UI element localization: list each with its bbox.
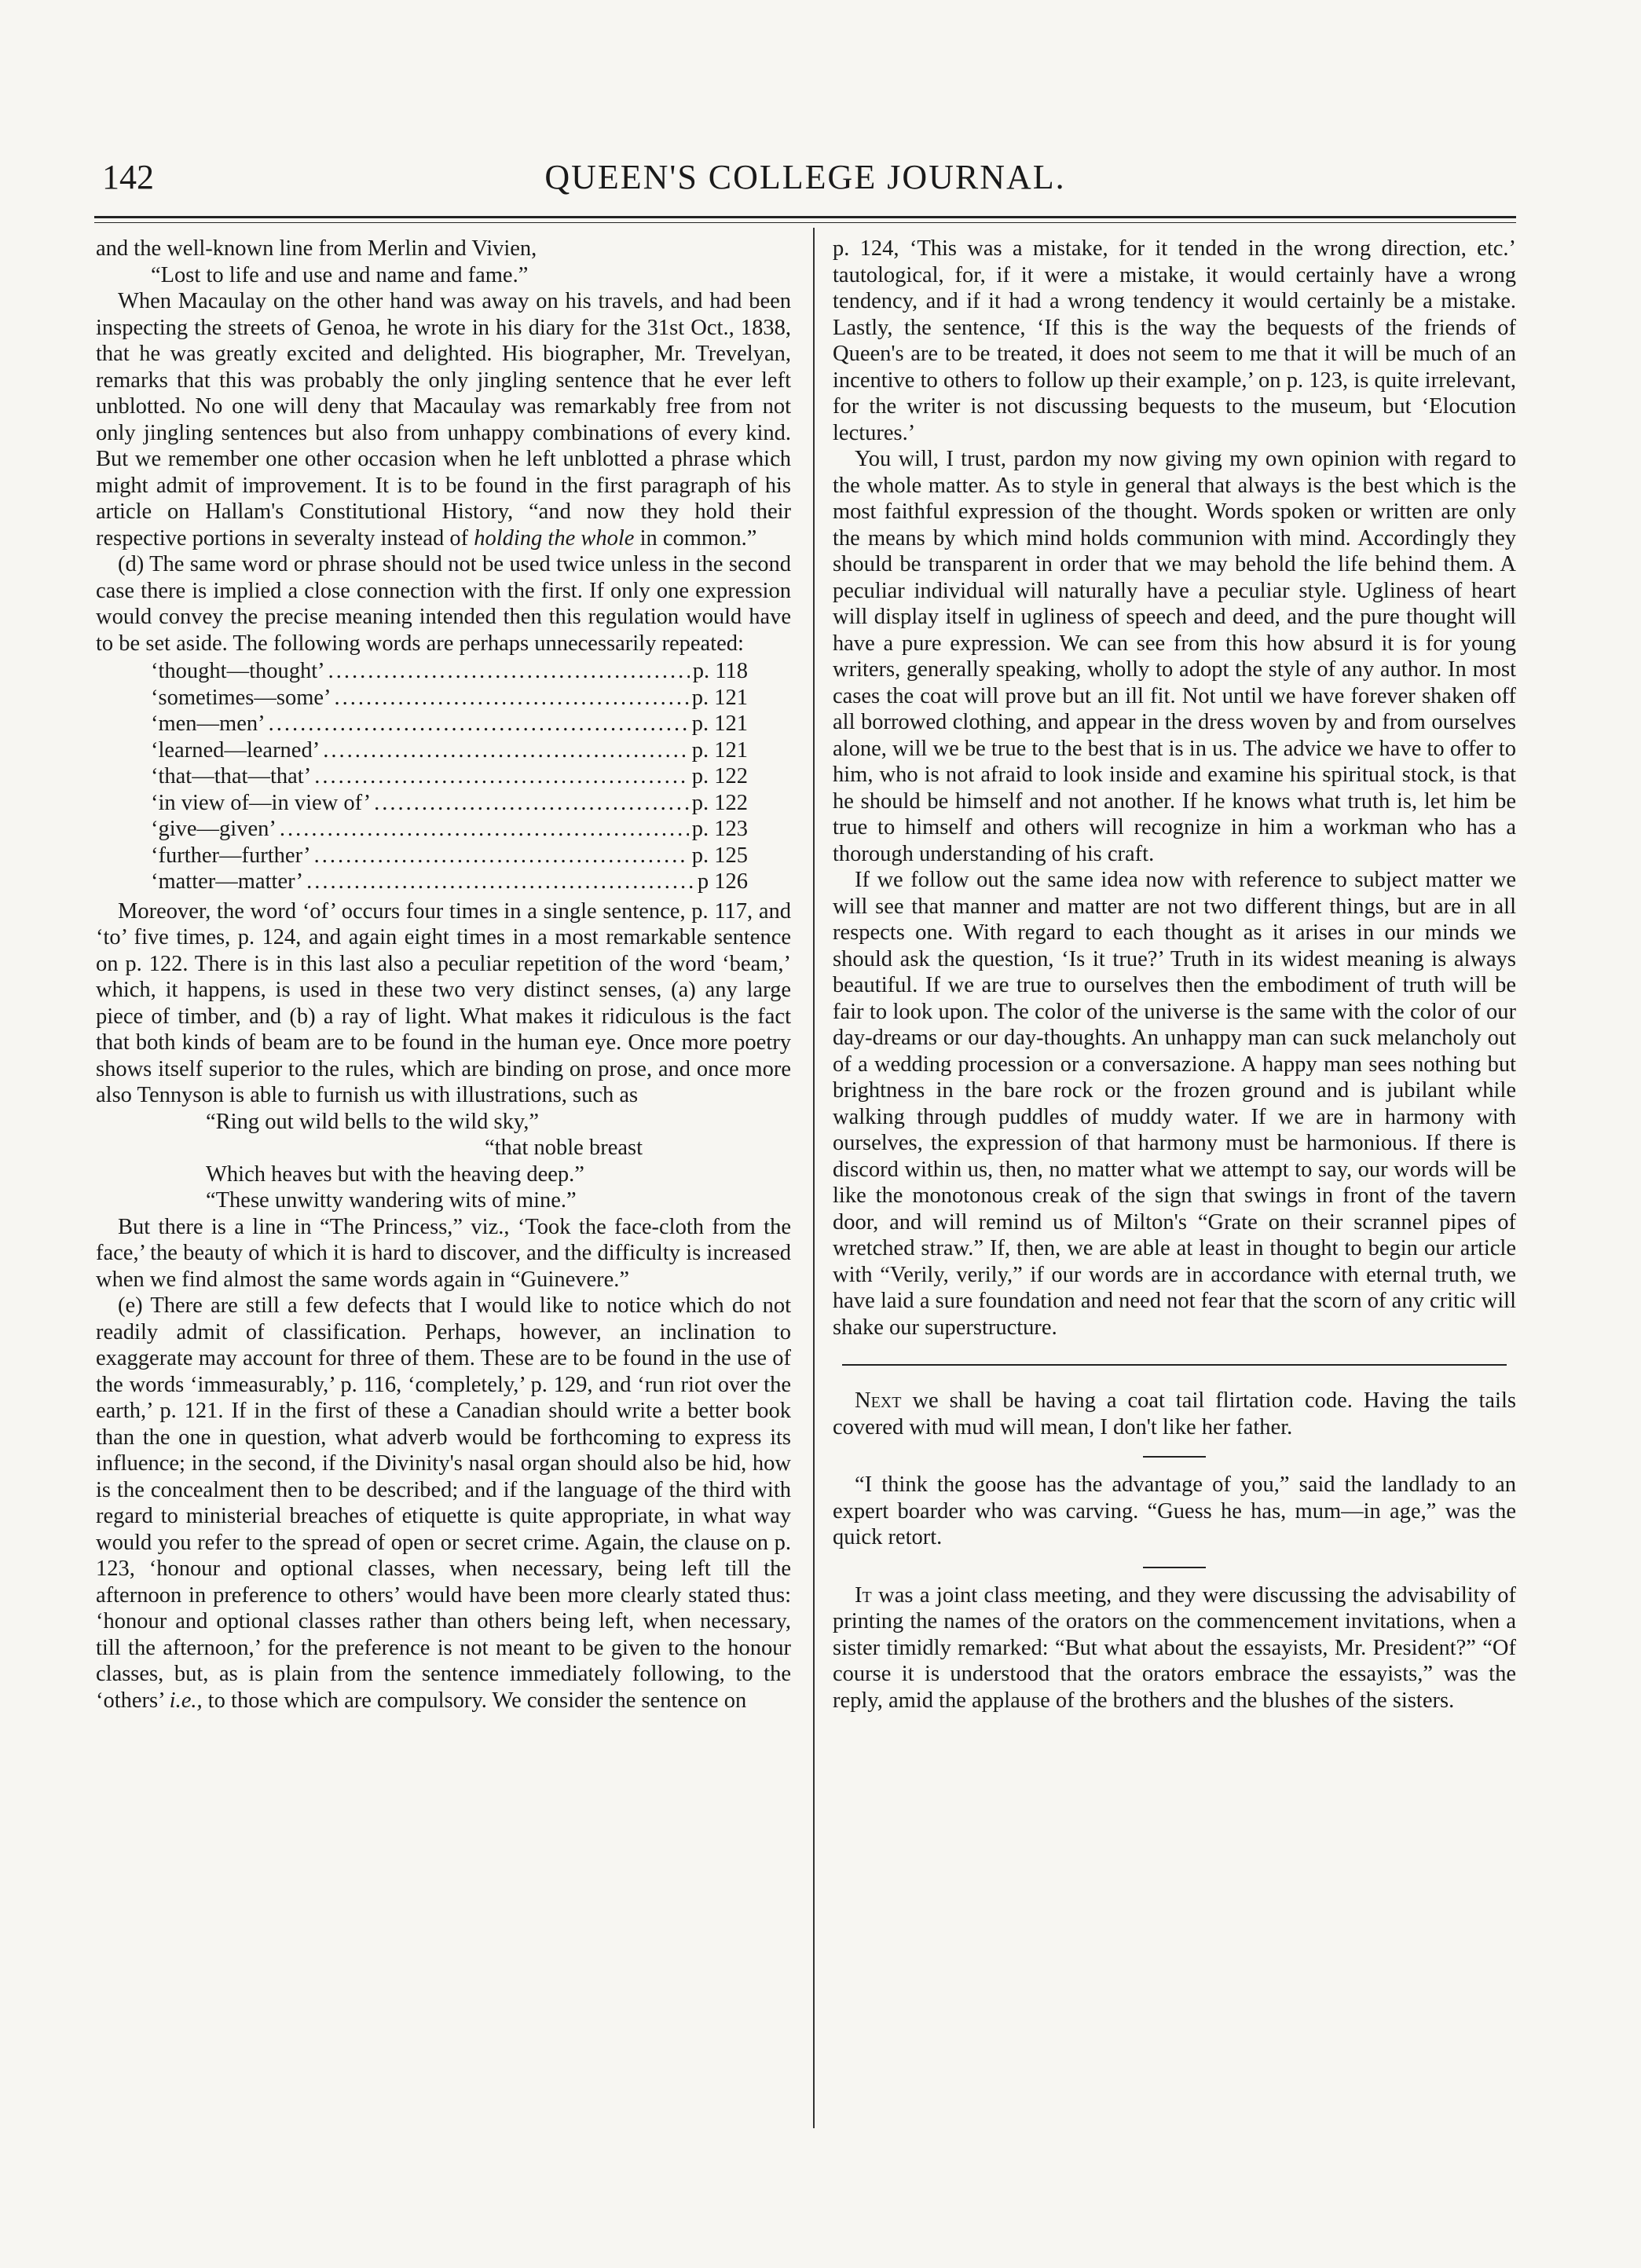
list-term: ‘learned—learned’ [151, 737, 321, 763]
leader-dots [323, 737, 689, 764]
poem-line: “Ring out wild bells to the wild sky,” [206, 1109, 540, 1134]
section-divider [842, 1364, 1507, 1366]
left-column [96, 236, 791, 1714]
paragraph-text: (e) There are still a few defects that I would like to notice which do not readily admit of classification. Perhaps, however, an inclination to exaggerate may account for three of them. These are to be found in the use of the words ‘immeasurably,’ p. 116, ‘completely,’ p. 129, and ‘run riot over the earth,’ p. 121. If in the first of these a Canadian should write a better book than the one in question, what adverb would be forthcoming to express its influence; in the second, if the Divinity's nasal organ should also be hid, how is the concealment then to be described; and if the language of the third with regard to ministerial breaches of etiquette is quite appropriate, in what way would you refer to the spread of open or secret crime. Again, the clause on p. 123, ‘honour and optional classes, when necessary, being left till the afternoon in preference to others’ would have been more clearly stated thus: ‘honour and optional classes rather than others being left, when necessary, till the afternoon,’ for the preference is not meant to be given to the honour classes, but, as is plain from the sentence immediately following, to the ‘others’ [96, 1293, 791, 1713]
leader-dots [269, 711, 689, 737]
list-term: ‘matter—matter’ [151, 869, 304, 894]
list-item [96, 843, 771, 869]
list-term: ‘give—given’ [151, 817, 277, 841]
paragraph-text: When Macaulay on the other hand was away on his travels, and had been inspecting the streets of Genoa, he wrote in his diary for the 31st Oct., 1838, that he was greatly excited and delighted. His biographer, Mr. Trevelyan, remarks that this was probably the only jingling sentence that he ever left unblotted. No one will deny that Macaulay was remarkably free from not only jingling sentences but also from unhappy combinations of every kind. But we remember one other occasion when he left unblotted a phrase which might admit of improvement. It is to be found in the first paragraph of his article on Hallam's Constitutional History, “and now they hold their respective portions in severalty instead of [96, 289, 791, 551]
poem-line: “These unwitty wandering wits of mine.” [206, 1188, 577, 1213]
paragraph: If we follow out the same idea now with reference to subject matter we will see that manner and matter are not two different things, but are in all respects one. With regard to each thought as it arises in our minds we should ask the question, ‘Is it true?’ Truth in its widest meaning is always beautiful. If we are true to ourselves then the embodiment of truth will be fair to look upon. The color of the universe is the same with the color of our day-dreams or our day-thoughts. An unhappy man can suck melancholy out of a wedding procession or a conversazione. A happy man sees nothing but brightness in the bare rock or the frozen ground and is jubilant while walking through puddles of muddy water. If we are in harmony with ourselves, the expression of that harmony must be harmonious. If there is discord within us, then, no matter what we attempt to say, our words will be like the monotonous creak of the sign that swings in front of the tavern door, and will remind us of Milton's “Grate on their scrannel pipes of wretched straw.” If, then, we are able at least in thought to begin our article with “Verily, verily,” if our words are in accordance with eternal truth, we have laid a sure foundation and need not fear that the scorn of any critic will shake our superstructure. [833, 868, 1516, 1340]
lead-word: It [855, 1582, 872, 1608]
leader-dots [328, 658, 690, 685]
item-text: was a joint class meeting, and they were discussing the advisability of printing the names of the orators on the commencement invitations, when a sister timidly remarked: “But what about the essayists, Mr. President?” “Of course it is understood that the orators embrace the essayists,” was the reply, amid the applause of the brothers and the blushes of the sisters. [833, 1582, 1516, 1713]
list-page-ref: p. 122 [691, 790, 748, 815]
item-text: we shall be having a coat tail flirtation code. Having the tails covered with mud will mean, I don't like her father. [833, 1388, 1516, 1439]
emphasis-text: holding the whole [474, 525, 635, 551]
paragraph: You will, I trust, pardon my now giving my own opinion with regard to the whole matter. As to style in general that always is the best which is the most faithful expression of the thought. Words spoken or written are only the means by which mind holds communion with mind. Accordingly they should be transparent in order that we may behold the life behind them. A peculiar individual will naturally have a peculiar style. Ugliness of heart will display itself in ugliness of speech and deed, and the pure thought will have a pure expression. We can see from this how absurd it is for young writers, generally speaking, wholly to adopt the style of any author. In most cases the coat will prove but an ill fit. Not until we have forever shaken off all borrowed clothing, and appear in the dress woven by and from ourselves alone, will we be true to the best that is in us. The advice we have to offer to him, who is not afraid to look inside and examine his spiritual stock, is that he should be himself and not another. If he knows what truth is, let him be true to himself and others will recognize in him a workman who has a thorough understanding of his craft. [833, 447, 1516, 866]
leader-dots [335, 685, 689, 711]
news-item: “I think the goose has the advantage of you,” said the landlady to an expert boarder who was carving. “Guess he has, mum—in age,” was the quick retort. [833, 1472, 1516, 1549]
list-item [96, 763, 771, 790]
list-item [96, 711, 771, 737]
list-term: ‘in view of—in view of’ [151, 790, 372, 815]
page-header [94, 157, 1516, 204]
poem-line: Which heaves but with the heaving deep.” [206, 1161, 584, 1187]
leader-dots [374, 790, 689, 817]
quotation: “Lost to life and use and name and fame.” [151, 262, 529, 287]
poem-quotation [96, 1109, 791, 1214]
paragraph: (d) The same word or phrase should not be used twice unless in the second case there is implied a close connection with the first. If only one expression would convey the precise meaning intended then this regulation would have to be set aside. The following words are perhaps unnecessarily repeated: [96, 552, 791, 656]
repeated-words-list [96, 658, 791, 895]
list-page-ref: p. 125 [691, 843, 748, 868]
column-divider [813, 228, 815, 2128]
list-page-ref: p 126 [697, 869, 748, 894]
list-item [96, 790, 771, 817]
paragraph: But there is a line in “The Princess,” viz., ‘Took the face-cloth from the face,’ the beauty of which it is hard to discover, and the difficulty is increased when we find almost the same words again in “Guinevere.” [96, 1214, 791, 1292]
list-page-ref: p. 121 [691, 685, 748, 710]
header-rule-thin [94, 222, 1516, 223]
list-page-ref: p. 123 [691, 817, 748, 841]
leader-dots [306, 869, 694, 895]
paragraph-text: to those which are compulsory. We consider the sentence on [207, 1688, 747, 1713]
header-rule [94, 216, 1516, 218]
paragraph-text: in common.” [639, 525, 757, 551]
lead-word: Next [855, 1388, 902, 1413]
paragraph [96, 288, 791, 551]
list-term: ‘that—that—that’ [151, 764, 312, 788]
leader-dots [280, 816, 689, 843]
right-column [833, 236, 1516, 1714]
page-number: 142 [102, 158, 154, 196]
poem-line: “that noble breast [485, 1136, 643, 1160]
item-divider [1143, 1567, 1206, 1568]
list-term: ‘men—men’ [151, 711, 266, 736]
list-item [96, 737, 771, 764]
news-item [833, 1388, 1516, 1440]
list-term: ‘thought—thought’ [151, 659, 325, 683]
paragraph [96, 1293, 791, 1714]
paragraph: p. 124, ‘This was a mistake, for it tended in the wrong direction, etc.’ tautological, for, if it were a mistake, it would certainly have a wrong tendency, and if it had a wrong tendency it would certainly be a mistake. Lastly, the sentence, ‘If this is the way the bequests of the friends of Queen's are to be treated, it does not seem to me that it will be much of an incentive to others to follow up their example,’ on p. 123, is quite irrelevant, for the writer is not discussing bequests to the museum, but ‘Elocution lectures.’ [833, 236, 1516, 445]
list-page-ref: p. 122 [691, 764, 748, 788]
item-divider [1143, 1456, 1206, 1458]
list-term: ‘sometimes—some’ [151, 685, 331, 710]
list-item [96, 685, 771, 711]
paragraph: and the well-known line from Merlin and Vivien, [96, 236, 537, 261]
news-item [833, 1582, 1516, 1714]
list-term: ‘further—further’ [151, 843, 311, 868]
emphasis-text: i.e., [169, 1688, 203, 1713]
leader-dots [314, 843, 689, 869]
paragraph: Moreover, the word ‘of’ occurs four times in a single sentence, p. 117, and ‘to’ five times, p. 124, and again eight times in a most remarkable sentence on p. 122. There is in this last also a peculiar repetition of the word ‘beam,’ which, it happens, is used in these two very distinct senses, (a) any large piece of timber, and (b) a ray of light. What makes it ridiculous is the fact that both kinds of beam are to be found in the human eye. Once more poetry shows itself superior to the rules, which are binding on prose, and once more also Tennyson is able to furnish us with illustrations, such as [96, 898, 791, 1107]
list-page-ref: p. 121 [691, 737, 748, 763]
list-page-ref: p. 118 [692, 659, 748, 683]
list-item [96, 816, 771, 843]
journal-title: QUEEN'S COLLEGE JOURNAL. [544, 158, 1066, 196]
list-item [96, 658, 771, 685]
list-item [96, 869, 771, 895]
list-page-ref: p. 121 [691, 711, 748, 736]
leader-dots [314, 763, 689, 790]
